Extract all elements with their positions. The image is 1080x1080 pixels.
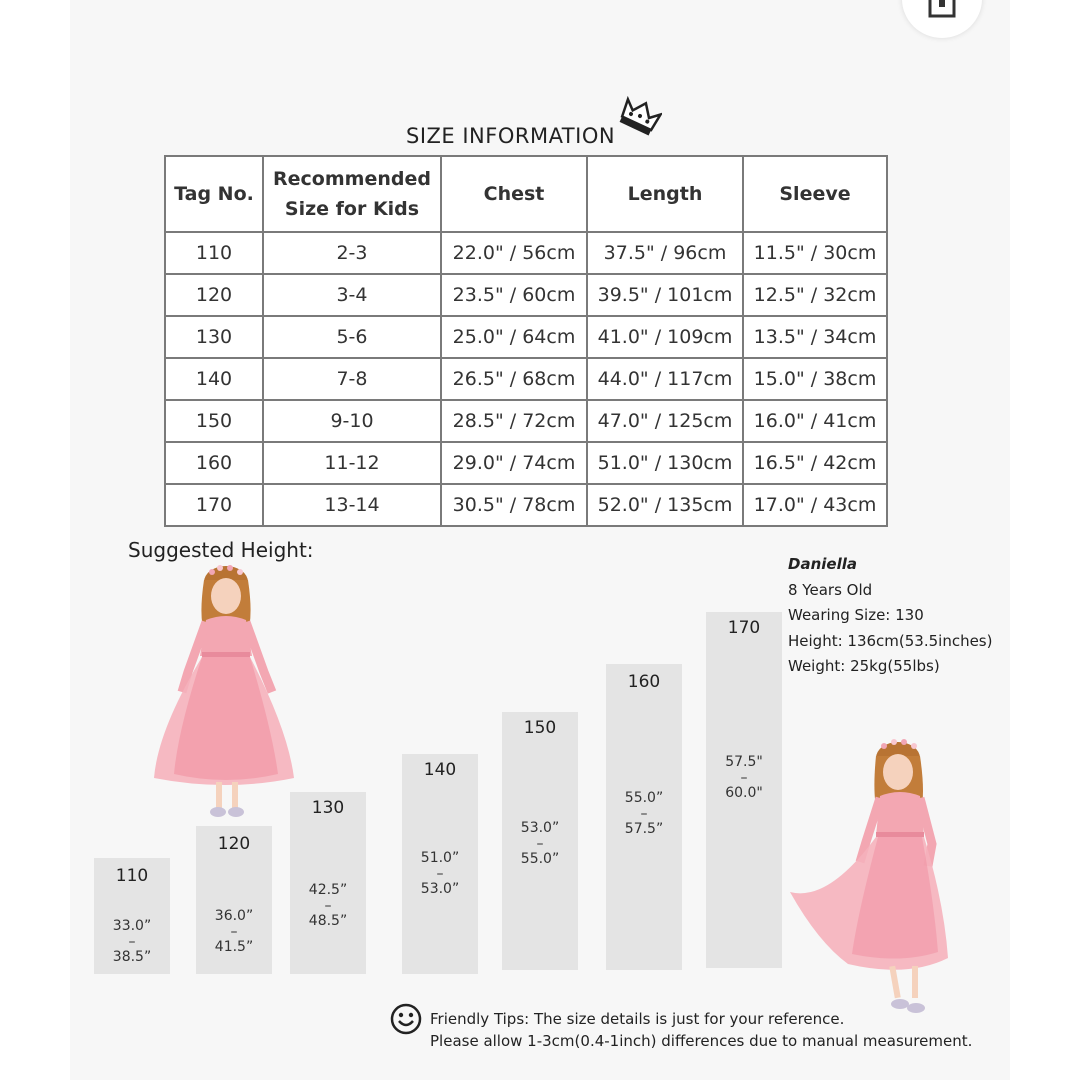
- height-range: [706, 754, 782, 802]
- table-row: [165, 232, 887, 274]
- header-sleeve: Sleeve: [743, 156, 887, 232]
- table-cell: 37.5" / 96cm: [587, 232, 743, 274]
- table-cell: 110: [165, 232, 263, 274]
- expand-icon: [926, 0, 958, 20]
- height-range-high: 38.5”: [112, 949, 152, 965]
- table-cell: 25.0" / 64cm: [441, 316, 587, 358]
- height-bar-170: [706, 612, 782, 968]
- table-cell: 130: [165, 316, 263, 358]
- height-range: [402, 850, 478, 898]
- height-range-high: 57.5”: [624, 821, 664, 837]
- table-cell: 51.0" / 130cm: [587, 442, 743, 484]
- suggested-height-label: Suggested Height:: [128, 538, 314, 562]
- table-cell: 16.5" / 42cm: [743, 442, 887, 484]
- range-dash: –: [436, 866, 444, 882]
- table-cell: 23.5" / 60cm: [441, 274, 587, 316]
- table-cell: 150: [165, 400, 263, 442]
- height-range-high: 55.0”: [520, 851, 560, 867]
- height-bar-160: [606, 664, 682, 970]
- table-cell: 15.0" / 38cm: [743, 358, 887, 400]
- table-cell: 13.5" / 34cm: [743, 316, 887, 358]
- model-photo-walking: [788, 732, 956, 1020]
- height-range-low: 57.5": [725, 754, 763, 770]
- table-cell: 52.0" / 135cm: [587, 484, 743, 526]
- range-dash: –: [640, 806, 648, 822]
- model-info: [788, 552, 992, 680]
- height-range-low: 36.0”: [214, 908, 254, 924]
- model-wearing-size: Wearing Size: 130: [788, 606, 924, 624]
- table-cell: 140: [165, 358, 263, 400]
- height-bar-tag: 140: [423, 760, 457, 780]
- height-range: [606, 790, 682, 838]
- height-bar-tag: 160: [627, 672, 661, 692]
- height-bar-140: [402, 754, 478, 974]
- table-cell: 41.0" / 109cm: [587, 316, 743, 358]
- table-row: [165, 274, 887, 316]
- table-cell: 5-6: [263, 316, 441, 358]
- table-cell: 17.0" / 43cm: [743, 484, 887, 526]
- tips-line-1: Friendly Tips: The size details is just for your reference.: [430, 1010, 845, 1028]
- height-range-low: 55.0”: [624, 790, 664, 806]
- table-row: [165, 316, 887, 358]
- height-bar-tag: 120: [217, 834, 251, 854]
- height-range-high: 53.0”: [420, 881, 460, 897]
- table-row: [165, 358, 887, 400]
- height-range-low: 51.0”: [420, 850, 460, 866]
- height-range: [94, 918, 170, 966]
- header-tag: Tag No.: [165, 156, 263, 232]
- table-cell: 160: [165, 442, 263, 484]
- height-range-low: 42.5”: [308, 882, 348, 898]
- height-range-high: 48.5”: [308, 913, 348, 929]
- height-bar-110: [94, 858, 170, 974]
- height-range-high: 60.0": [725, 785, 763, 801]
- height-range-low: 53.0”: [520, 820, 560, 836]
- crown-icon: [618, 96, 662, 136]
- height-bar-130: [290, 792, 366, 974]
- table-cell: 30.5" / 78cm: [441, 484, 587, 526]
- table-cell: 47.0" / 125cm: [587, 400, 743, 442]
- height-range: [502, 820, 578, 868]
- size-info-title: SIZE INFORMATION: [406, 124, 616, 148]
- table-row: [165, 484, 887, 526]
- height-bar-tag: 150: [523, 718, 557, 738]
- height-range-low: 33.0”: [112, 918, 152, 934]
- table-cell: 9-10: [263, 400, 441, 442]
- model-height: Height: 136cm(53.5inches): [788, 631, 993, 650]
- height-bar-150: [502, 712, 578, 970]
- table-row: [165, 442, 887, 484]
- table-cell: 170: [165, 484, 263, 526]
- table-cell: 3-4: [263, 274, 441, 316]
- smiley-icon: [390, 1003, 422, 1035]
- table-cell: 11-12: [263, 442, 441, 484]
- table-cell: 13-14: [263, 484, 441, 526]
- table-cell: 39.5" / 101cm: [587, 274, 743, 316]
- model-age: 8 Years Old: [788, 580, 873, 599]
- table-cell: 16.0" / 41cm: [743, 400, 887, 442]
- model-name: Daniella: [788, 555, 857, 573]
- range-dash: –: [128, 934, 136, 950]
- table-cell: 120: [165, 274, 263, 316]
- friendly-tips: [430, 1008, 972, 1052]
- height-bar-tag: 170: [727, 618, 761, 638]
- range-dash: –: [324, 898, 332, 914]
- header-length: Length: [587, 156, 743, 232]
- table-cell: 12.5" / 32cm: [743, 274, 887, 316]
- table-cell: 26.5" / 68cm: [441, 358, 587, 400]
- table-cell: 28.5" / 72cm: [441, 400, 587, 442]
- table-cell: 44.0" / 117cm: [587, 358, 743, 400]
- range-dash: –: [230, 924, 238, 940]
- height-range: [290, 882, 366, 930]
- height-range: [196, 908, 272, 956]
- table-cell: 2-3: [263, 232, 441, 274]
- table-cell: 22.0" / 56cm: [441, 232, 587, 274]
- model-photo-front: [148, 560, 298, 822]
- height-bar-tag: 130: [311, 798, 345, 818]
- model-weight: Weight: 25kg(55lbs): [788, 657, 940, 675]
- range-dash: –: [536, 836, 544, 852]
- height-bar-tag: 110: [115, 866, 149, 886]
- height-bar-120: [196, 826, 272, 974]
- table-cell: 7-8: [263, 358, 441, 400]
- height-range-high: 41.5”: [214, 939, 254, 955]
- tips-line-2: Please allow 1-3cm(0.4-1inch) differences due to manual measurement.: [430, 1032, 973, 1050]
- table-cell: 11.5" / 30cm: [743, 232, 887, 274]
- table-header-row: [165, 156, 887, 232]
- header-recommended-size: Recommended Size for Kids: [263, 156, 441, 232]
- table-row: [165, 400, 887, 442]
- size-table: [164, 155, 888, 527]
- table-cell: 29.0" / 74cm: [441, 442, 587, 484]
- range-dash: –: [740, 770, 748, 786]
- header-chest: Chest: [441, 156, 587, 232]
